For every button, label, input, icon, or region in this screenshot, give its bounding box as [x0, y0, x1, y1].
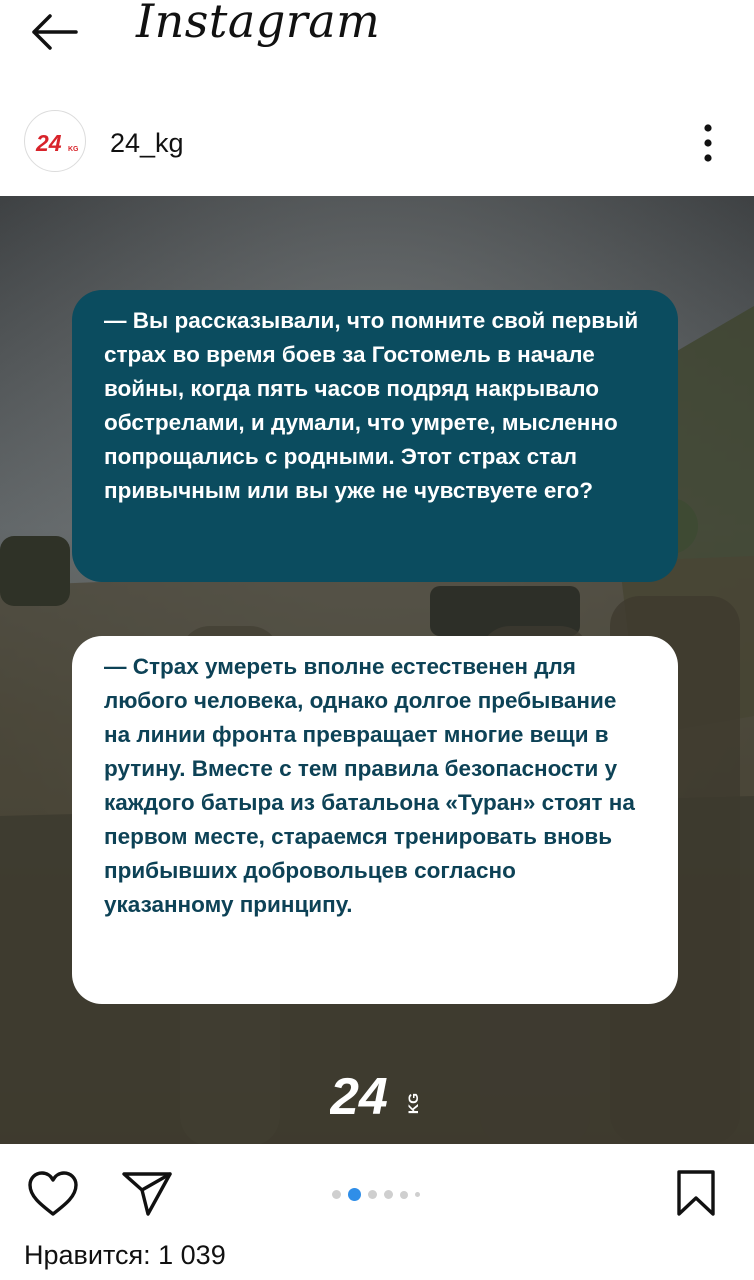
watermark-text: 24 [330, 1068, 388, 1126]
carousel-dot [332, 1190, 341, 1199]
post-header [0, 92, 754, 196]
carousel-indicator [332, 1186, 427, 1198]
avatar-logo [25, 111, 85, 171]
brand-watermark [330, 1066, 430, 1126]
answer-bubble: — Страх умереть вполне естественен для любого человека, однако долгое пребывание на линии фронта превращает многие вещи в рутину. Вместе с тем правила безопасности у каждого батыра из батальона «Туран» стоят на первом месте, стараемся тренировать вновь прибывших добровольцев согласно указанному принципу. [72, 636, 678, 1004]
more-vertical-icon [690, 120, 726, 166]
app-logo: Instagram [136, 0, 381, 48]
avatar[interactable] [24, 110, 86, 172]
likes-count[interactable]: Нравится: 1 039 [24, 1240, 226, 1270]
carousel-dot [368, 1190, 377, 1199]
post-image[interactable] [0, 196, 754, 1144]
like-button[interactable] [26, 1170, 80, 1218]
share-button[interactable] [120, 1170, 174, 1218]
bookmark-icon [674, 1168, 718, 1218]
watermark-sub-text: KG [405, 1093, 421, 1114]
heart-icon [26, 1170, 80, 1218]
avatar-text: 24 [36, 130, 62, 156]
avatar-sub-text: KG [68, 146, 79, 153]
more-options-button[interactable] [690, 120, 726, 166]
save-button[interactable] [674, 1168, 718, 1218]
back-arrow-icon [26, 10, 82, 54]
carousel-dot [384, 1190, 393, 1199]
question-bubble: — Вы рассказывали, что помните свой первый страх во время боев за Гостомель в начале войны, когда пять часов подряд накрывало обстрелами, и думали, что умрете, мысленно попрощались с родными. Этот страх стал привычным или вы уже не чувствуете его? [72, 290, 678, 582]
carousel-dot-active [348, 1188, 361, 1201]
share-icon [120, 1170, 174, 1218]
back-button[interactable] [26, 10, 82, 54]
carousel-dot [415, 1192, 420, 1197]
top-bar [0, 0, 754, 92]
post-username[interactable]: 24_kg [110, 128, 184, 158]
post-actions [0, 1144, 754, 1280]
carousel-dot [400, 1191, 408, 1199]
